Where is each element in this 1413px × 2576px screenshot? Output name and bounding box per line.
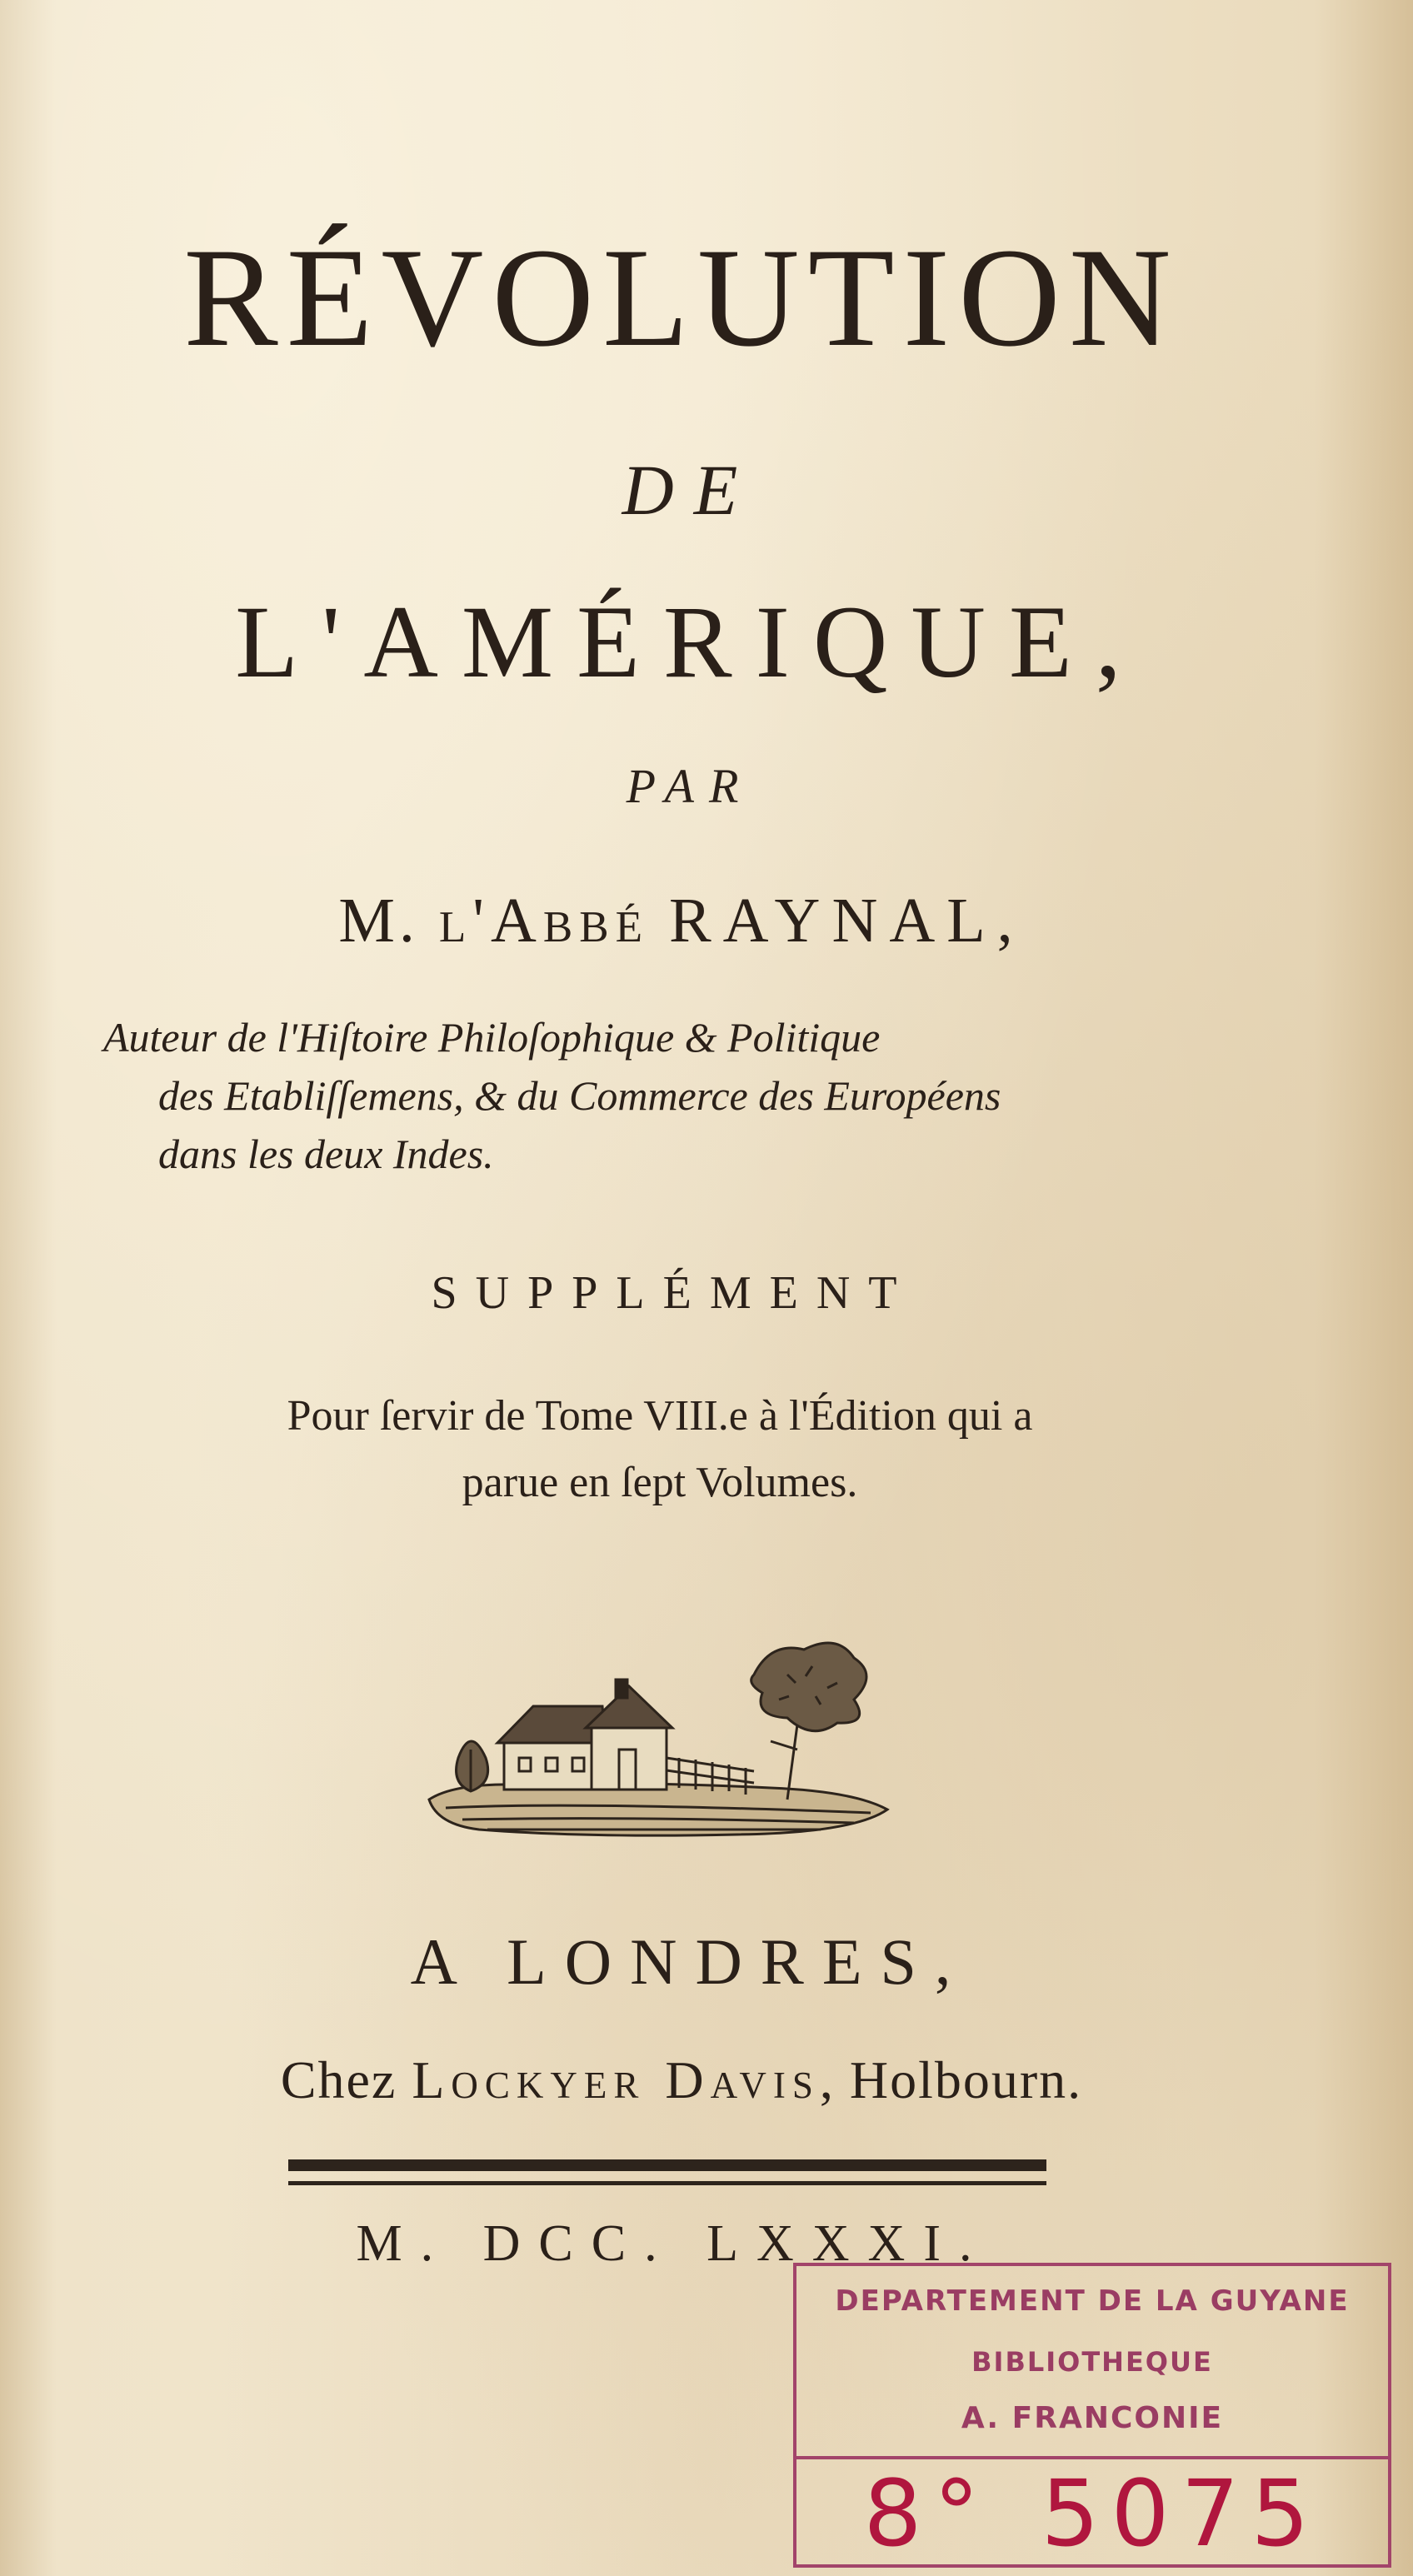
- author-description: [103, 1008, 1220, 1183]
- stamp-department: DEPARTEMENT DE LA GUYANE: [835, 2284, 1350, 2318]
- shelfmark: [796, 2459, 1388, 2568]
- shelfmark-number: 5075: [1041, 2460, 1321, 2567]
- shelfmark-format: 8°: [863, 2460, 991, 2567]
- par-label: PAR: [626, 759, 754, 813]
- author-abbe: l'Abbé: [438, 886, 649, 956]
- stamp-collection: A. FRANCONIE: [961, 2401, 1224, 2435]
- publisher-name: Lockyer Davis: [412, 2050, 820, 2109]
- description-line-2: des Etabliſſemens, & du Commerce des Européens: [158, 1072, 1001, 1119]
- author-line: [0, 885, 1388, 957]
- farmhouse-vignette: [421, 1625, 904, 1858]
- supplement-heading: SUPPLÉMENT: [431, 1267, 916, 1319]
- publisher-suffix: , Holbourn.: [819, 2050, 1083, 2109]
- double-rule-thin: [288, 2181, 1046, 2185]
- title-de: DE: [622, 450, 758, 530]
- title-amerique: L'AMÉRIQUE,: [235, 585, 1145, 699]
- imprint-date: M. DCC. LXXXI.: [356, 2215, 991, 2272]
- title-revolution: RÉVOLUTION: [183, 219, 1180, 376]
- publisher-prefix: Chez: [280, 2050, 412, 2109]
- author-name: RAYNAL,: [668, 886, 1025, 956]
- stamp-library: BIBLIOTHEQUE: [971, 2346, 1213, 2378]
- volume-note: [110, 1383, 1210, 1516]
- volume-note-line-2: parue en ſept Volumes.: [462, 1459, 858, 1506]
- library-stamp: [793, 2263, 1391, 2568]
- volume-note-line-1: Pour ſervir de Tome VIII.e à l'Édition qui a: [287, 1392, 1033, 1440]
- imprint-place: A LONDRES,: [410, 1925, 970, 1998]
- description-line-3: dans les deux Indes.: [158, 1131, 494, 1177]
- double-rule-thick: [288, 2159, 1046, 2171]
- imprint-publisher: [0, 2049, 1388, 2111]
- author-prefix: M.: [338, 886, 439, 956]
- description-line-1: Auteur de l'Hiſtoire Philoſophique & Politique: [103, 1014, 881, 1061]
